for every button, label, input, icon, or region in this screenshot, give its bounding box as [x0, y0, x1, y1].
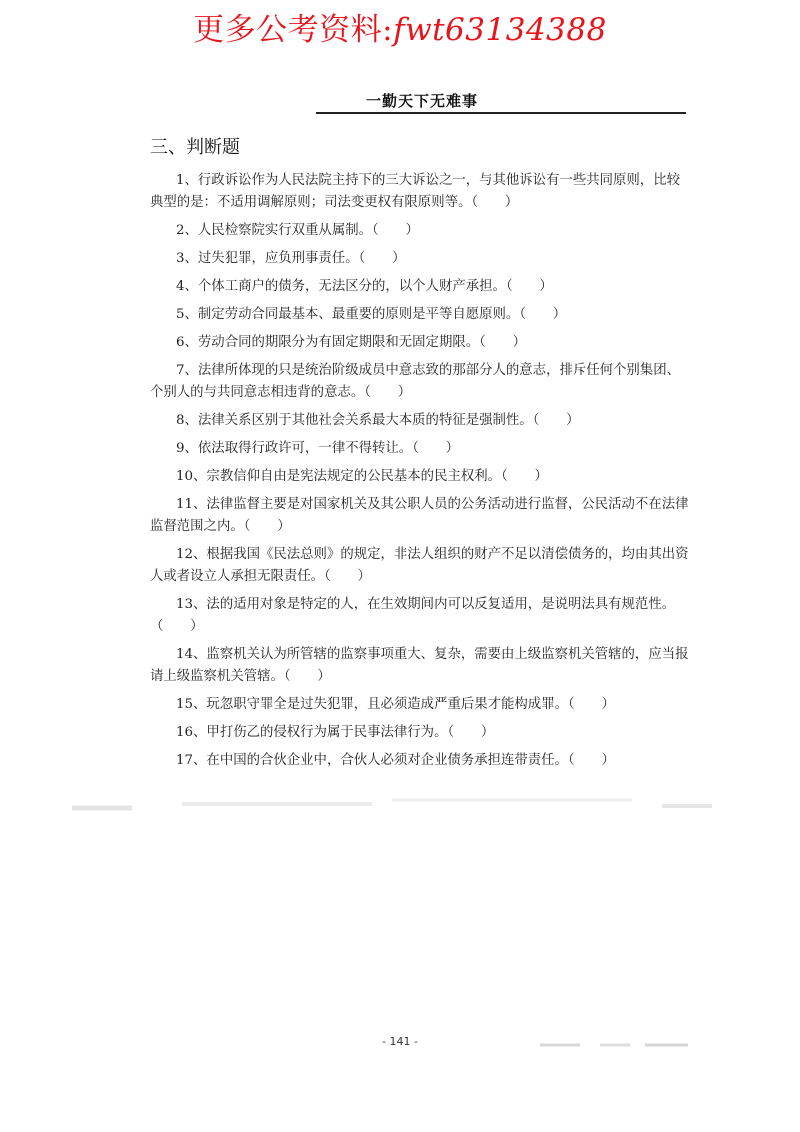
section-title: 三、判断题: [150, 137, 240, 158]
question-item: 14、监察机关认为所管辖的监察事项重大、复杂，需要由上级监察机关管辖的，应当报请上级监察机关管辖。（ ）: [150, 647, 689, 684]
question-item: 1、行政诉讼作为人民法院主持下的三大诉讼之一，与其他诉讼有一些共同原则，比较典型的是：不适用调解原则；司法变更权有限原则等。（ ）: [150, 173, 680, 210]
question-item: 12、根据我国《民法总则》的规定，非法人组织的财产不足以清偿债务的，均由其出资人或者设立人承担无限责任。（ ）: [150, 547, 689, 584]
question-item: 9、依法取得行政许可，一律不得转让。（ ）: [176, 441, 460, 456]
question-list: [150, 170, 690, 778]
running-header-title: 一勤天下无难事: [366, 92, 479, 110]
question-item: 8、法律关系区别于其他社会关系最大本质的特征是强制性。（ ）: [176, 413, 580, 428]
question-item: 17、在中国的合伙企业中，合伙人必须对企业债务承担连带责任。（ ）: [176, 753, 615, 768]
question-item: 3、过失犯罪，应负刑事责任。（ ）: [176, 251, 406, 266]
question-item: 7、法律所体现的只是统治阶级成员中意志致的那部分人的意志，排斥任何个别集团、个别人的与共同意志相违背的意志。（ ）: [150, 363, 680, 400]
page-number: - 141 -: [382, 1035, 418, 1048]
watermark-prefix: 更多公考资料:: [193, 12, 394, 48]
question-item: 10、宗教信仰自由是宪法规定的公民基本的民主权利。（ ）: [176, 469, 548, 484]
watermark-contact: fwt63134388: [393, 12, 607, 48]
question-item: 11、法律监督主要是对国家机关及其公职人员的公务活动进行监督，公民活动不在法律监督范围之内。（ ）: [150, 497, 689, 534]
question-item: 13、法的适用对象是特定的人，在生效期间内可以反复适用，是说明法具有规范性。（ ）: [150, 597, 676, 634]
bleed-through-marks: [72, 790, 712, 820]
question-item: 4、个体工商户的债务，无法区分的，以个人财产承担。（ ）: [176, 279, 553, 294]
question-item: 16、甲打伤乙的侵权行为属于民事法律行为。（ ）: [176, 725, 495, 740]
question-item: 15、玩忽职守罪全是过失犯罪，且必须造成严重后果才能构成罪。（ ）: [176, 697, 615, 712]
header-rule: [316, 112, 686, 114]
footer-smudge-svg: [540, 1039, 690, 1051]
question-item: 2、人民检察院实行双重从属制。（ ）: [176, 223, 419, 238]
watermark-banner: [0, 4, 800, 49]
footer-smudge: [540, 1036, 690, 1048]
question-item: 6、劳动合同的期限分为有固定期限和无固定期限。（ ）: [176, 335, 526, 350]
question-item: 5、制定劳动合同最基本、最重要的原则是平等自愿原则。（ ）: [176, 307, 567, 322]
bleed-through-svg: [72, 790, 712, 820]
